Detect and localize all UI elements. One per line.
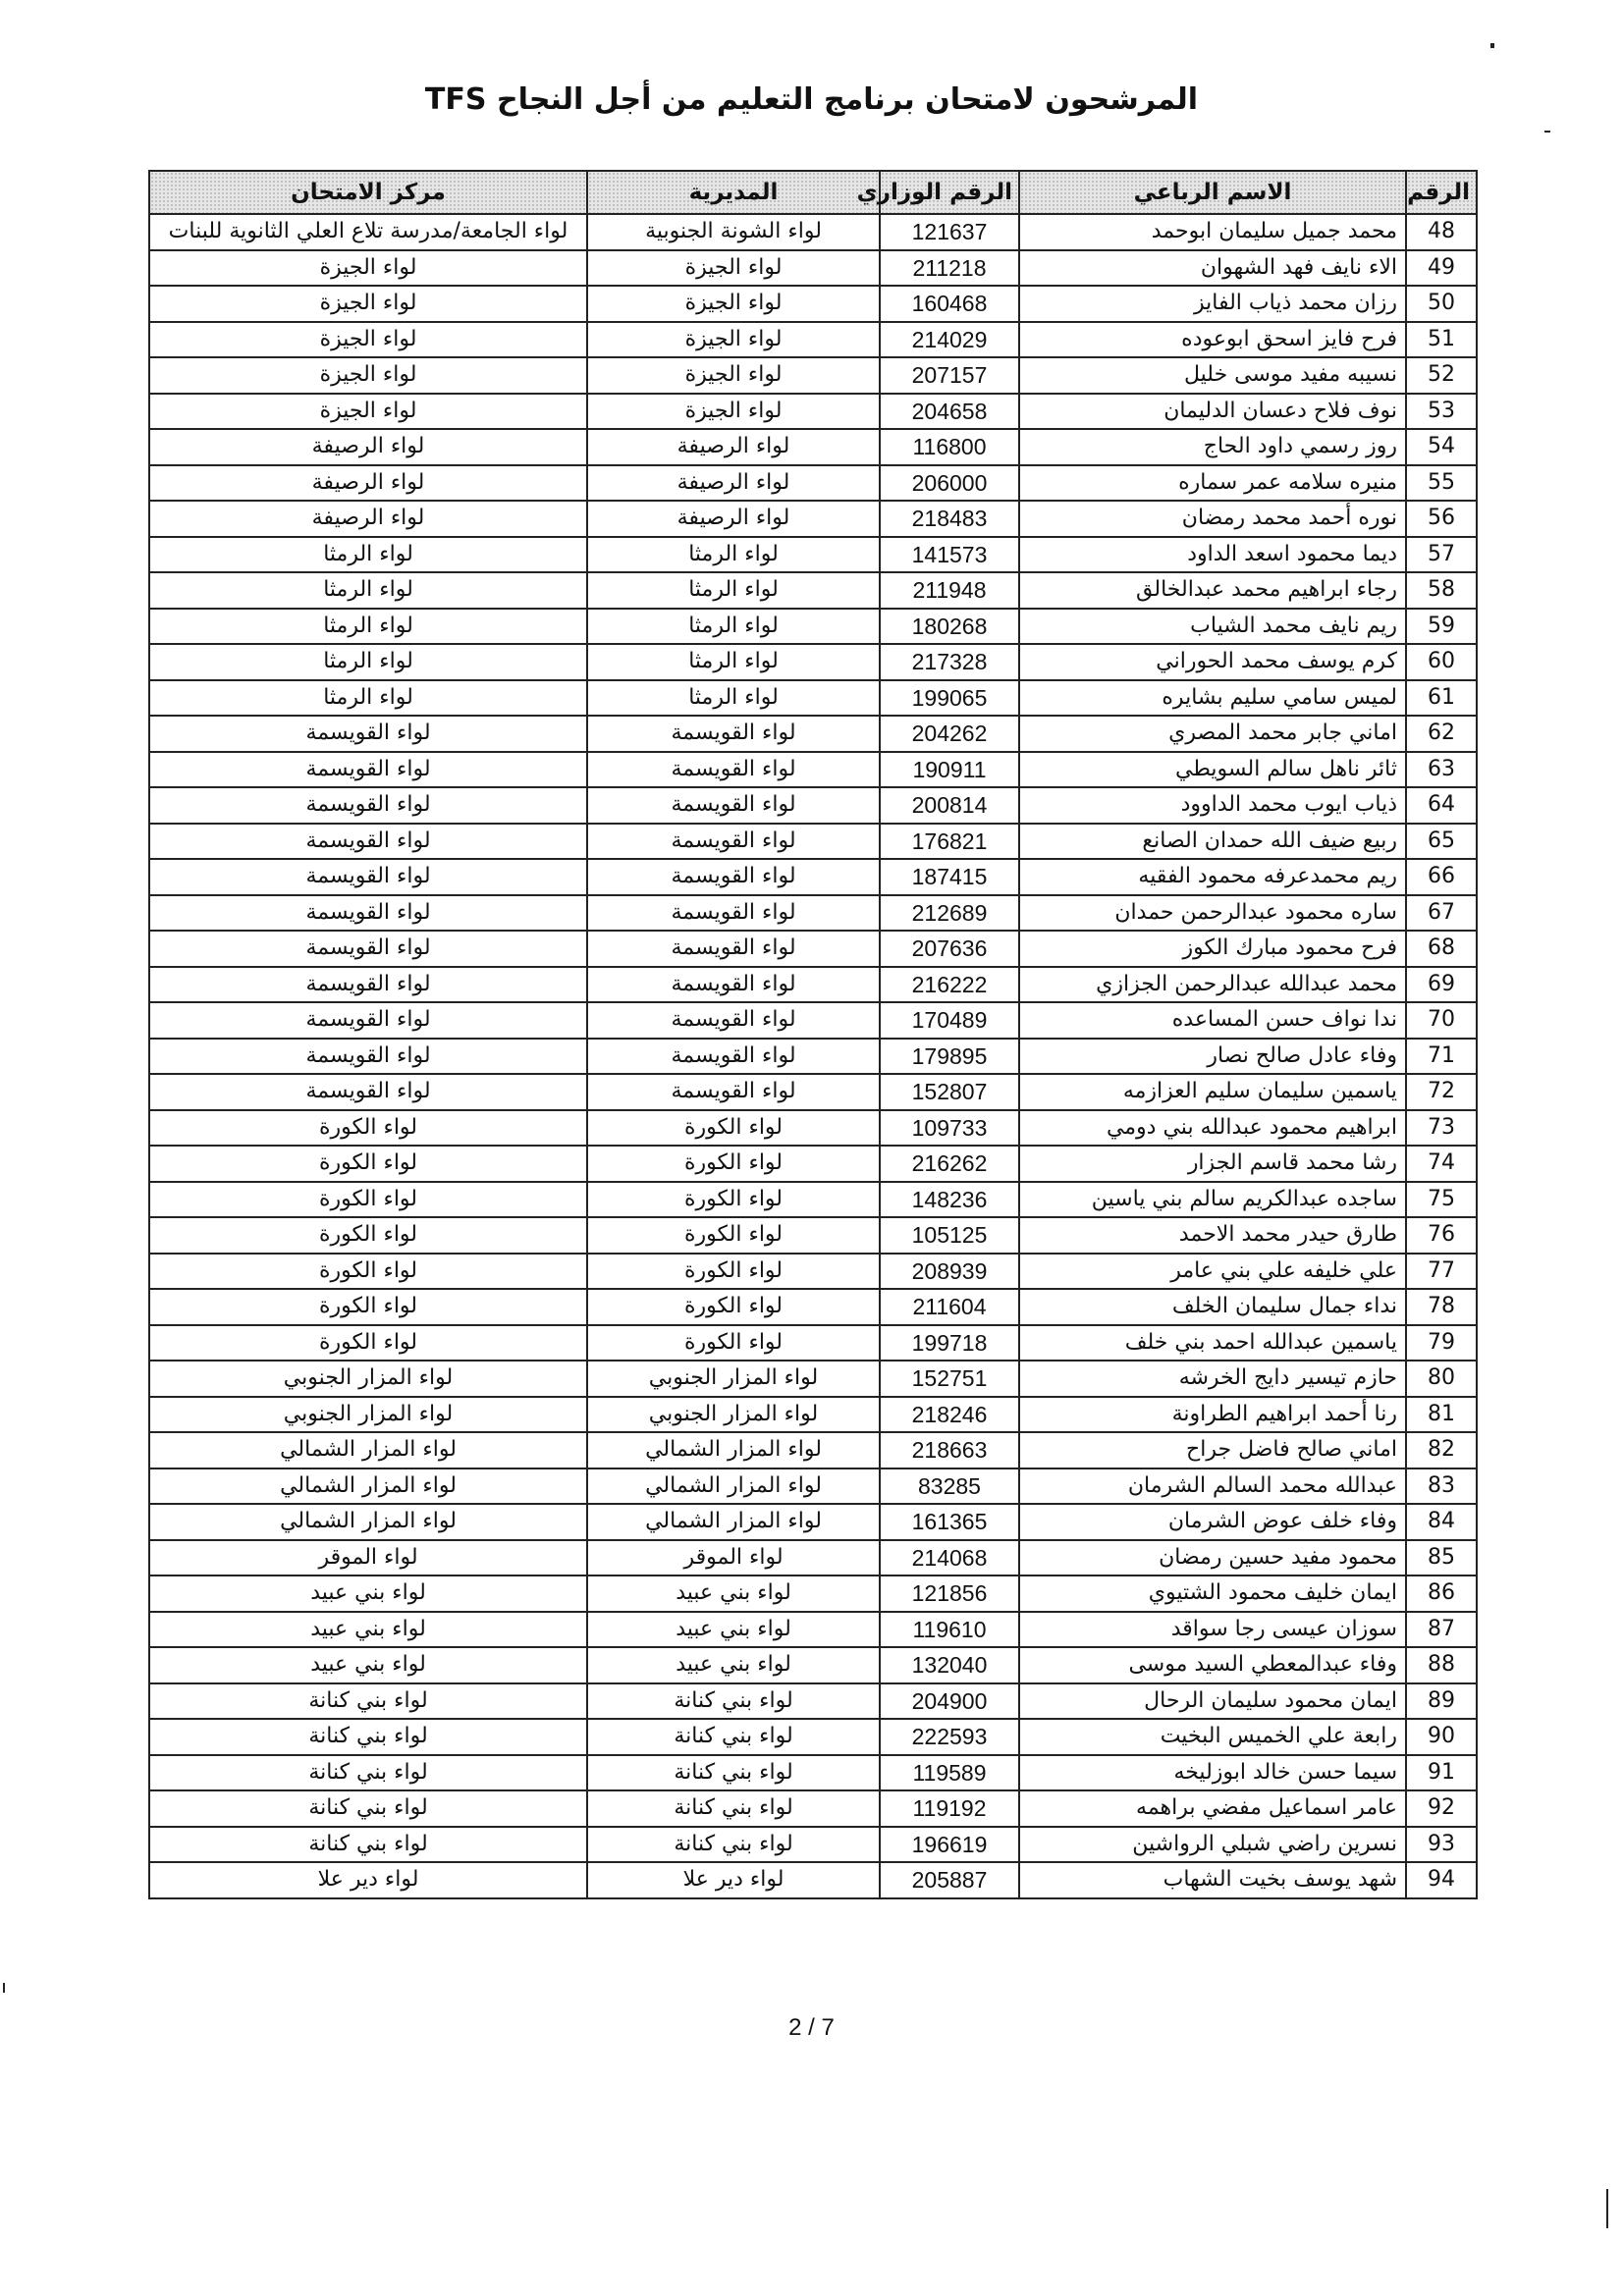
- row-exam-center: لواء القويسمة: [149, 716, 587, 752]
- row-exam-center: لواء المزار الجنوبي: [149, 1397, 587, 1433]
- table-row: [149, 429, 1477, 465]
- row-number: 91: [1406, 1755, 1477, 1791]
- row-full-name: رنا أحمد ابراهيم الطراونة: [1019, 1397, 1406, 1433]
- row-directorate: لواء المزار الشمالي: [587, 1468, 880, 1505]
- table-row: [149, 1504, 1477, 1540]
- row-national-id: 204900: [880, 1683, 1019, 1720]
- scan-speck: [3, 1983, 5, 1993]
- row-exam-center: لواء بني كنانة: [149, 1683, 587, 1720]
- page-number: 2 / 7: [788, 2014, 835, 2041]
- row-full-name: علي خليفه علي بني عامر: [1019, 1254, 1406, 1290]
- row-full-name: اماني جابر محمد المصري: [1019, 716, 1406, 752]
- header-number: الرقم: [1406, 171, 1477, 214]
- row-national-id: 187415: [880, 859, 1019, 895]
- row-directorate: لواء القويسمة: [587, 859, 880, 895]
- scan-speck: [1544, 131, 1550, 133]
- table-row: [149, 572, 1477, 609]
- row-directorate: لواء الرمثا: [587, 680, 880, 717]
- table-row: [149, 752, 1477, 788]
- row-directorate: لواء بني كنانة: [587, 1790, 880, 1827]
- row-directorate: لواء القويسمة: [587, 716, 880, 752]
- row-full-name: فرح محمود مبارك الكوز: [1019, 931, 1406, 967]
- table-row: [149, 1827, 1477, 1863]
- row-full-name: نسرين راضي شبلي الرواشين: [1019, 1827, 1406, 1863]
- table-row: [149, 1862, 1477, 1898]
- row-exam-center: لواء الكورة: [149, 1182, 587, 1218]
- row-number: 85: [1406, 1540, 1477, 1576]
- table-row: [149, 967, 1477, 1003]
- row-number: 63: [1406, 752, 1477, 788]
- row-directorate: لواء القويسمة: [587, 1002, 880, 1039]
- row-full-name: نوف فلاح دعسان الدليمان: [1019, 394, 1406, 430]
- row-national-id: 200814: [880, 787, 1019, 824]
- row-directorate: لواء القويسمة: [587, 1074, 880, 1110]
- row-directorate: لواء القويسمة: [587, 787, 880, 824]
- row-exam-center: لواء الجيزة: [149, 357, 587, 394]
- row-directorate: لواء بني كنانة: [587, 1719, 880, 1755]
- row-directorate: لواء الرمثا: [587, 572, 880, 609]
- row-national-id: 211948: [880, 572, 1019, 609]
- table-row: [149, 1612, 1477, 1648]
- row-national-id: 132040: [880, 1647, 1019, 1683]
- table-row: [149, 787, 1477, 824]
- row-full-name: رشا محمد قاسم الجزار: [1019, 1146, 1406, 1182]
- row-number: 60: [1406, 644, 1477, 680]
- table-row: [149, 1790, 1477, 1827]
- row-exam-center: لواء القويسمة: [149, 787, 587, 824]
- row-directorate: لواء بني عبيد: [587, 1647, 880, 1683]
- row-exam-center: لواء القويسمة: [149, 967, 587, 1003]
- row-directorate: لواء الرصيفة: [587, 465, 880, 502]
- row-national-id: 176821: [880, 824, 1019, 860]
- table-row: [149, 357, 1477, 394]
- table-header-row: [149, 171, 1477, 214]
- row-full-name: محمد عبدالله عبدالرحمن الجزازي: [1019, 967, 1406, 1003]
- row-number: 49: [1406, 250, 1477, 287]
- row-full-name: عامر اسماعيل مفضي براهمه: [1019, 1790, 1406, 1827]
- row-directorate: لواء القويسمة: [587, 895, 880, 932]
- table-row: [149, 644, 1477, 680]
- row-national-id: 211604: [880, 1289, 1019, 1325]
- row-full-name: نوره أحمد محمد رمضان: [1019, 501, 1406, 537]
- row-full-name: وفاء عبدالمعطي السيد موسى: [1019, 1647, 1406, 1683]
- row-full-name: وفاء عادل صالح نصار: [1019, 1039, 1406, 1075]
- row-number: 59: [1406, 609, 1477, 645]
- row-directorate: لواء الرمثا: [587, 644, 880, 680]
- scan-speck: [1606, 2189, 1608, 2228]
- row-exam-center: لواء الرمثا: [149, 572, 587, 609]
- table-row: [149, 1647, 1477, 1683]
- row-national-id: 207636: [880, 931, 1019, 967]
- row-directorate: لواء الموقر: [587, 1540, 880, 1576]
- row-number: 75: [1406, 1182, 1477, 1218]
- table-row: [149, 1217, 1477, 1254]
- row-national-id: 196619: [880, 1827, 1019, 1863]
- table-row: [149, 322, 1477, 358]
- row-exam-center: لواء الكورة: [149, 1217, 587, 1254]
- row-full-name: ديما محمود اسعد الداود: [1019, 537, 1406, 573]
- row-exam-center: لواء دير علا: [149, 1862, 587, 1898]
- row-national-id: 148236: [880, 1182, 1019, 1218]
- row-national-id: 216262: [880, 1146, 1019, 1182]
- row-national-id: 216222: [880, 967, 1019, 1003]
- row-national-id: 204658: [880, 394, 1019, 430]
- table-row: [149, 1289, 1477, 1325]
- row-number: 72: [1406, 1074, 1477, 1110]
- row-national-id: 119192: [880, 1790, 1019, 1827]
- row-number: 66: [1406, 859, 1477, 895]
- row-full-name: سوزان عيسى رجا سواقد: [1019, 1612, 1406, 1648]
- row-full-name: ياسمين عبدالله احمد بني خلف: [1019, 1325, 1406, 1362]
- row-exam-center: لواء بني كنانة: [149, 1755, 587, 1791]
- row-full-name: منيره سلامه عمر سماره: [1019, 465, 1406, 502]
- row-directorate: لواء الكورة: [587, 1217, 880, 1254]
- table-row: [149, 1002, 1477, 1039]
- row-exam-center: لواء الرمثا: [149, 537, 587, 573]
- row-full-name: سيما حسن خالد ابوزليخه: [1019, 1755, 1406, 1791]
- row-full-name: ندا نواف حسن المساعده: [1019, 1002, 1406, 1039]
- table-row: [149, 716, 1477, 752]
- row-national-id: 214068: [880, 1540, 1019, 1576]
- row-full-name: حازم تيسير دايج الخرشه: [1019, 1361, 1406, 1397]
- row-exam-center: لواء بني عبيد: [149, 1647, 587, 1683]
- row-number: 54: [1406, 429, 1477, 465]
- row-number: 62: [1406, 716, 1477, 752]
- row-full-name: نسيبه مفيد موسى خليل: [1019, 357, 1406, 394]
- row-full-name: رابعة علي الخميس البخيت: [1019, 1719, 1406, 1755]
- row-exam-center: لواء الرصيفة: [149, 501, 587, 537]
- row-directorate: لواء بني عبيد: [587, 1575, 880, 1612]
- row-number: 74: [1406, 1146, 1477, 1182]
- row-full-name: ذياب ايوب محمد الداوود: [1019, 787, 1406, 824]
- row-number: 71: [1406, 1039, 1477, 1075]
- row-number: 86: [1406, 1575, 1477, 1612]
- row-exam-center: لواء القويسمة: [149, 1074, 587, 1110]
- row-full-name: فرح فايز اسحق ابوعوده: [1019, 322, 1406, 358]
- table-row: [149, 1254, 1477, 1290]
- row-national-id: 204262: [880, 716, 1019, 752]
- row-directorate: لواء الرصيفة: [587, 429, 880, 465]
- table-row: [149, 859, 1477, 895]
- row-directorate: لواء بني كنانة: [587, 1683, 880, 1720]
- row-national-id: 218483: [880, 501, 1019, 537]
- row-exam-center: لواء القويسمة: [149, 1039, 587, 1075]
- row-number: 51: [1406, 322, 1477, 358]
- row-number: 88: [1406, 1647, 1477, 1683]
- row-directorate: لواء بني كنانة: [587, 1755, 880, 1791]
- row-national-id: 217328: [880, 644, 1019, 680]
- row-number: 81: [1406, 1397, 1477, 1433]
- row-exam-center: لواء القويسمة: [149, 895, 587, 932]
- row-national-id: 161365: [880, 1504, 1019, 1540]
- row-directorate: لواء المزار الجنوبي: [587, 1397, 880, 1433]
- table-row: [149, 1325, 1477, 1362]
- row-exam-center: لواء الرصيفة: [149, 465, 587, 502]
- row-exam-center: لواء بني عبيد: [149, 1575, 587, 1612]
- row-full-name: ريم نايف محمد الشياب: [1019, 609, 1406, 645]
- table-row: [149, 1468, 1477, 1505]
- row-national-id: 207157: [880, 357, 1019, 394]
- row-full-name: عبدالله محمد السالم الشرمان: [1019, 1468, 1406, 1505]
- row-exam-center: لواء بني عبيد: [149, 1612, 587, 1648]
- table-row: [149, 931, 1477, 967]
- row-exam-center: لواء المزار الجنوبي: [149, 1361, 587, 1397]
- row-exam-center: لواء الرمثا: [149, 609, 587, 645]
- table-row: [149, 1575, 1477, 1612]
- row-directorate: لواء دير علا: [587, 1862, 880, 1898]
- row-exam-center: لواء الجيزة: [149, 322, 587, 358]
- scan-speck: [1490, 43, 1494, 48]
- row-number: 94: [1406, 1862, 1477, 1898]
- row-number: 78: [1406, 1289, 1477, 1325]
- row-exam-center: لواء بني كنانة: [149, 1790, 587, 1827]
- row-exam-center: لواء الجيزة: [149, 286, 587, 322]
- table-row: [149, 609, 1477, 645]
- row-exam-center: لواء بني كنانة: [149, 1827, 587, 1863]
- row-number: 84: [1406, 1504, 1477, 1540]
- row-number: 58: [1406, 572, 1477, 609]
- row-exam-center: لواء الكورة: [149, 1146, 587, 1182]
- row-full-name: ايمان خليف محمود الشتيوي: [1019, 1575, 1406, 1612]
- row-directorate: لواء الجيزة: [587, 250, 880, 287]
- row-full-name: ريم محمدعرفه محمود الفقيه: [1019, 859, 1406, 895]
- row-national-id: 218663: [880, 1432, 1019, 1468]
- row-national-id: 105125: [880, 1217, 1019, 1254]
- row-full-name: ياسمين سليمان سليم العزازمه: [1019, 1074, 1406, 1110]
- row-directorate: لواء القويسمة: [587, 931, 880, 967]
- row-number: 92: [1406, 1790, 1477, 1827]
- candidates-table-container: [148, 170, 1476, 1899]
- row-number: 48: [1406, 214, 1477, 250]
- row-exam-center: لواء الجيزة: [149, 394, 587, 430]
- document-title: المرشحون لامتحان برنامج التعليم من أجل النجاح TFS: [424, 82, 1199, 117]
- row-national-id: 211218: [880, 250, 1019, 287]
- row-national-id: 121856: [880, 1575, 1019, 1612]
- row-national-id: 141573: [880, 537, 1019, 573]
- row-number: 93: [1406, 1827, 1477, 1863]
- row-directorate: لواء المزار الشمالي: [587, 1432, 880, 1468]
- row-full-name: وفاء خلف عوض الشرمان: [1019, 1504, 1406, 1540]
- row-full-name: روز رسمي داود الحاج: [1019, 429, 1406, 465]
- row-national-id: 222593: [880, 1719, 1019, 1755]
- header-full-name: الاسم الرباعي: [1019, 171, 1406, 214]
- row-full-name: اماني صالح فاضل جراح: [1019, 1432, 1406, 1468]
- row-national-id: 170489: [880, 1002, 1019, 1039]
- row-number: 64: [1406, 787, 1477, 824]
- row-exam-center: لواء القويسمة: [149, 824, 587, 860]
- row-exam-center: لواء الرصيفة: [149, 429, 587, 465]
- row-national-id: 116800: [880, 429, 1019, 465]
- row-full-name: ابراهيم محمود عبدالله بني دومي: [1019, 1110, 1406, 1147]
- row-exam-center: لواء المزار الشمالي: [149, 1504, 587, 1540]
- row-number: 89: [1406, 1683, 1477, 1720]
- row-full-name: رزان محمد ذياب الفايز: [1019, 286, 1406, 322]
- row-national-id: 199065: [880, 680, 1019, 717]
- row-exam-center: لواء القويسمة: [149, 859, 587, 895]
- row-number: 65: [1406, 824, 1477, 860]
- table-row: [149, 286, 1477, 322]
- row-national-id: 83285: [880, 1468, 1019, 1505]
- row-number: 70: [1406, 1002, 1477, 1039]
- row-national-id: 190911: [880, 752, 1019, 788]
- row-national-id: 208939: [880, 1254, 1019, 1290]
- row-full-name: ساجده عبدالكريم سالم بني ياسين: [1019, 1182, 1406, 1218]
- row-full-name: ايمان محمود سليمان الرحال: [1019, 1683, 1406, 1720]
- table-row: [149, 1074, 1477, 1110]
- row-number: 79: [1406, 1325, 1477, 1362]
- row-number: 61: [1406, 680, 1477, 717]
- row-exam-center: لواء المزار الشمالي: [149, 1432, 587, 1468]
- table-row: [149, 1146, 1477, 1182]
- row-exam-center: لواء القويسمة: [149, 1002, 587, 1039]
- row-directorate: لواء القويسمة: [587, 1039, 880, 1075]
- row-full-name: كرم يوسف محمد الحوراني: [1019, 644, 1406, 680]
- row-directorate: لواء الكورة: [587, 1146, 880, 1182]
- row-number: 90: [1406, 1719, 1477, 1755]
- row-directorate: لواء الكورة: [587, 1182, 880, 1218]
- row-directorate: لواء الرصيفة: [587, 501, 880, 537]
- row-number: 56: [1406, 501, 1477, 537]
- row-directorate: لواء بني كنانة: [587, 1827, 880, 1863]
- row-directorate: لواء المزار الشمالي: [587, 1504, 880, 1540]
- row-directorate: لواء الجيزة: [587, 322, 880, 358]
- row-exam-center: لواء الكورة: [149, 1254, 587, 1290]
- row-exam-center: لواء القويسمة: [149, 931, 587, 967]
- row-national-id: 179895: [880, 1039, 1019, 1075]
- row-directorate: لواء القويسمة: [587, 824, 880, 860]
- row-directorate: لواء القويسمة: [587, 752, 880, 788]
- row-exam-center: لواء القويسمة: [149, 752, 587, 788]
- row-directorate: لواء الجيزة: [587, 357, 880, 394]
- row-national-id: 152751: [880, 1361, 1019, 1397]
- row-full-name: ساره محمود عبدالرحمن حمدان: [1019, 895, 1406, 932]
- candidates-table: [148, 170, 1478, 1899]
- row-national-id: 214029: [880, 322, 1019, 358]
- table-row: [149, 1683, 1477, 1720]
- row-directorate: لواء المزار الجنوبي: [587, 1361, 880, 1397]
- table-row: [149, 465, 1477, 502]
- row-number: 82: [1406, 1432, 1477, 1468]
- row-national-id: 109733: [880, 1110, 1019, 1147]
- row-directorate: لواء الكورة: [587, 1254, 880, 1290]
- table-row: [149, 824, 1477, 860]
- row-full-name: ثائر ناهل سالم السويطي: [1019, 752, 1406, 788]
- header-directorate: المديرية: [587, 171, 880, 214]
- row-national-id: 205887: [880, 1862, 1019, 1898]
- row-national-id: 160468: [880, 286, 1019, 322]
- row-exam-center: لواء الموقر: [149, 1540, 587, 1576]
- table-row: [149, 1397, 1477, 1433]
- row-directorate: لواء الجيزة: [587, 286, 880, 322]
- row-directorate: لواء الرمثا: [587, 609, 880, 645]
- header-national-id: الرقم الوزاري: [880, 171, 1019, 214]
- row-exam-center: لواء الكورة: [149, 1289, 587, 1325]
- table-body: [149, 214, 1477, 1898]
- row-full-name: شهد يوسف بخيت الشهاب: [1019, 1862, 1406, 1898]
- row-national-id: 121637: [880, 214, 1019, 250]
- table-row: [149, 394, 1477, 430]
- row-number: 57: [1406, 537, 1477, 573]
- row-directorate: لواء الكورة: [587, 1110, 880, 1147]
- table-row: [149, 537, 1477, 573]
- row-national-id: 206000: [880, 465, 1019, 502]
- row-exam-center: لواء بني كنانة: [149, 1719, 587, 1755]
- row-number: 87: [1406, 1612, 1477, 1648]
- table-row: [149, 1755, 1477, 1791]
- row-number: 80: [1406, 1361, 1477, 1397]
- row-directorate: لواء الجيزة: [587, 394, 880, 430]
- row-full-name: نداء جمال سليمان الخلف: [1019, 1289, 1406, 1325]
- row-directorate: لواء القويسمة: [587, 967, 880, 1003]
- row-exam-center: لواء الرمثا: [149, 680, 587, 717]
- row-national-id: 119610: [880, 1612, 1019, 1648]
- row-number: 52: [1406, 357, 1477, 394]
- header-exam-center: مركز الامتحان: [149, 171, 587, 214]
- row-number: 83: [1406, 1468, 1477, 1505]
- row-exam-center: لواء الرمثا: [149, 644, 587, 680]
- table-row: [149, 1110, 1477, 1147]
- row-directorate: لواء الرمثا: [587, 537, 880, 573]
- row-national-id: 199718: [880, 1325, 1019, 1362]
- row-national-id: 152807: [880, 1074, 1019, 1110]
- row-full-name: محمد جميل سليمان ابوحمد: [1019, 214, 1406, 250]
- table-row: [149, 501, 1477, 537]
- row-national-id: 119589: [880, 1755, 1019, 1791]
- row-directorate: لواء الكورة: [587, 1325, 880, 1362]
- row-number: 50: [1406, 286, 1477, 322]
- table-row: [149, 1540, 1477, 1576]
- row-number: 77: [1406, 1254, 1477, 1290]
- row-exam-center: لواء الكورة: [149, 1325, 587, 1362]
- row-full-name: محمود مفيد حسين رمضان: [1019, 1540, 1406, 1576]
- table-row: [149, 250, 1477, 287]
- table-row: [149, 1039, 1477, 1075]
- row-full-name: الاء نايف فهد الشهوان: [1019, 250, 1406, 287]
- table-row: [149, 680, 1477, 717]
- table-row: [149, 895, 1477, 932]
- row-national-id: 180268: [880, 609, 1019, 645]
- table-row: [149, 214, 1477, 250]
- table-row: [149, 1361, 1477, 1397]
- row-number: 67: [1406, 895, 1477, 932]
- row-directorate: لواء بني عبيد: [587, 1612, 880, 1648]
- row-number: 53: [1406, 394, 1477, 430]
- row-number: 73: [1406, 1110, 1477, 1147]
- row-national-id: 218246: [880, 1397, 1019, 1433]
- row-number: 68: [1406, 931, 1477, 967]
- table-row: [149, 1182, 1477, 1218]
- row-exam-center: لواء الجيزة: [149, 250, 587, 287]
- row-exam-center: لواء المزار الشمالي: [149, 1468, 587, 1505]
- row-full-name: لميس سامي سليم بشايره: [1019, 680, 1406, 717]
- row-number: 69: [1406, 967, 1477, 1003]
- row-number: 55: [1406, 465, 1477, 502]
- row-exam-center: لواء الجامعة/مدرسة تلاع العلي الثانوية للبنات: [149, 214, 587, 250]
- row-directorate: لواء الشونة الجنوبية: [587, 214, 880, 250]
- row-full-name: رجاء ابراهيم محمد عبدالخالق: [1019, 572, 1406, 609]
- table-row: [149, 1719, 1477, 1755]
- row-full-name: طارق حيدر محمد الاحمد: [1019, 1217, 1406, 1254]
- row-exam-center: لواء الكورة: [149, 1110, 587, 1147]
- table-row: [149, 1432, 1477, 1468]
- row-directorate: لواء الكورة: [587, 1289, 880, 1325]
- row-number: 76: [1406, 1217, 1477, 1254]
- row-national-id: 212689: [880, 895, 1019, 932]
- row-full-name: ربيع ضيف الله حمدان الصانع: [1019, 824, 1406, 860]
